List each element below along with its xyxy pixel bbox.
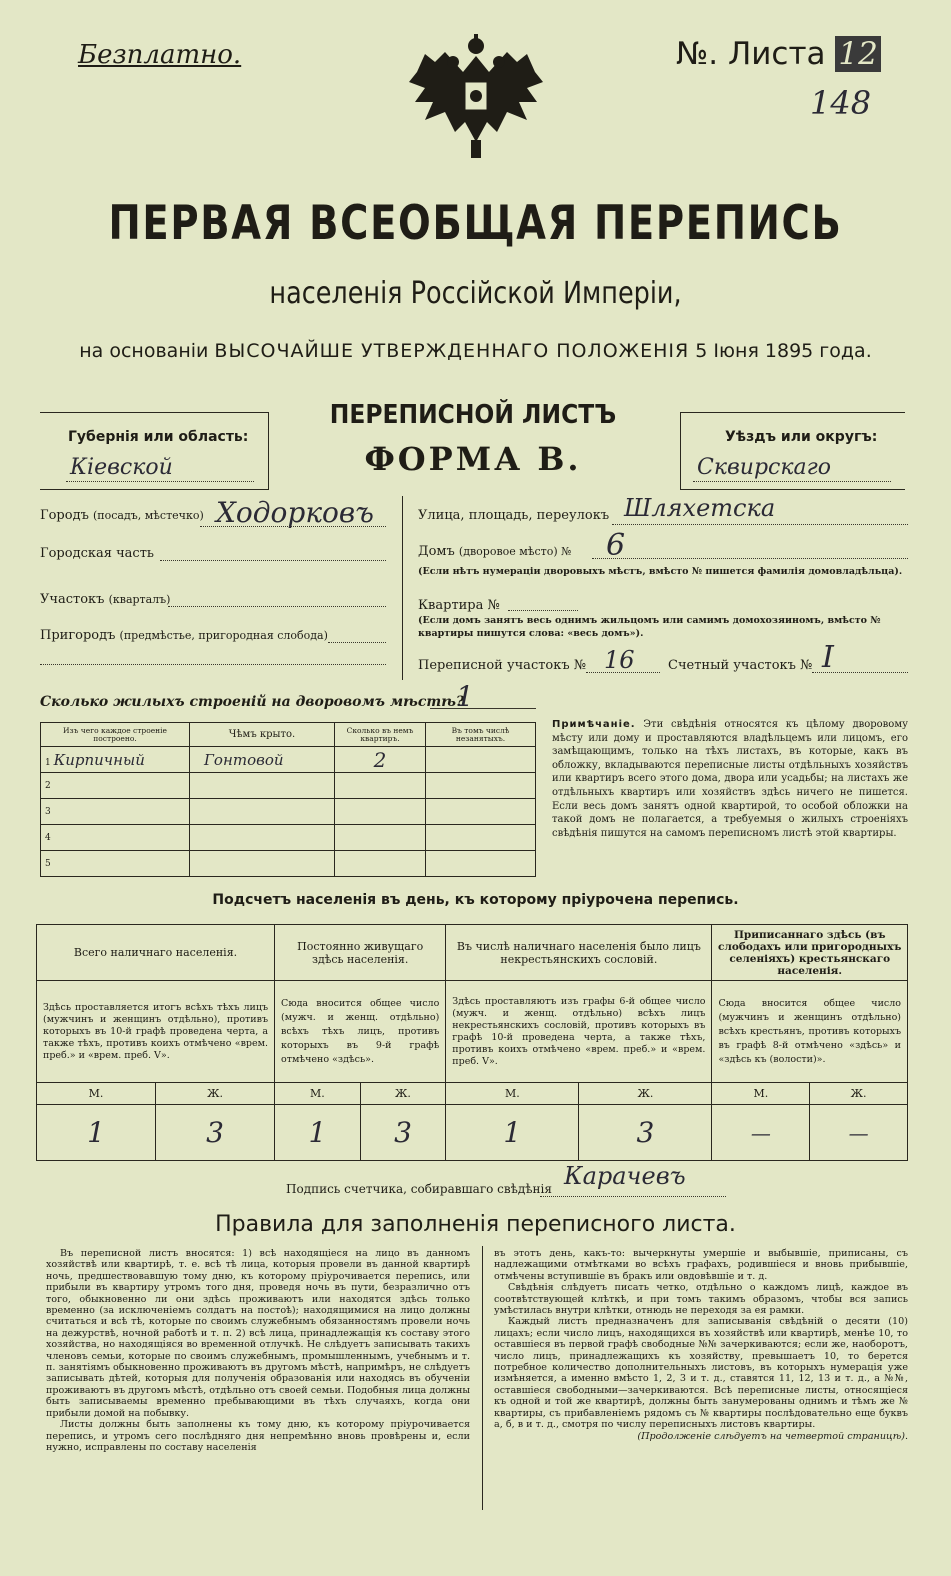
table-row: 3 bbox=[41, 799, 536, 825]
sheet-no-value: 12 bbox=[835, 36, 880, 72]
sheet-no-handwritten: 148 bbox=[810, 84, 872, 122]
rules-left-column: Въ переписной листъ вносятся: 1) всѣ находящіеся на лицо въ данномъ хозяйствѣ или квартирѣ, т. е. всѣ тѣ лица, которыя провели въ данной квартирѣ ночь, предшествовавшую тому дню, къ которому пріурочивается перепись, или прибыли въ квартиру утромъ того дня, проведя ночь въ пути, безразлично отъ того, обыкновенно ли они здѣсь проживаютъ или находятся здѣсь только временно (за исключеніемъ солдатъ на постоѣ); находящимися на лицо должны считаться и всѣ тѣ, которые по своимъ служебнымъ обязанностямъ провели ночь на дежурствѣ, ночной работѣ и т. п. 2) всѣ лица, принадлежащія къ составу этого хозяйства, но находящіяся во временной отлучкѣ. Не слѣдуетъ записывать такихъ членовъ семьи, которые по своимъ служебнымъ, промышленнымъ, учебнымъ и т. п. занятіямъ обыкновенно проживаютъ въ другомъ мѣстѣ, напримѣръ, не слѣдуетъ записывать дѣтей, которыя для полученія образованія или находясь въ обученіи проживаютъ въ другомъ мѣстѣ, отдѣльно отъ своей семьи. Подобныя лица должны быть записываемы временно пребывающими въ тѣхъ случаяхъ, когда они прибыли домой на побывку. Листы должны быть заполнены къ тому дню, къ которому пріурочивается перепись, и утромъ сего послѣдняго дня непремѣнно вновь провѣрены и, если нужно, исправлены по составу населенія bbox=[46, 1248, 470, 1453]
schet-value: I bbox=[822, 640, 834, 675]
perepis-value: 16 bbox=[604, 646, 635, 674]
buildings-table: Изъ чего каждое строеніе построено. Чѣмъ крыто. Сколько въ немъ квартиръ. Въ томъ числѣ незанятыхъ. 1 Кирпичный Гонтовой 2 2 3 4 5 bbox=[40, 722, 536, 877]
double-eagle-emblem-icon bbox=[405, 32, 547, 162]
prigorod-field: Пригородъ (предмѣстье, пригородная слобода) bbox=[40, 628, 328, 643]
page-subtitle: населенія Россійской Имперіи, bbox=[269, 276, 682, 311]
kvartira-label: Квартира № bbox=[418, 598, 500, 613]
guberniya-value: Кіевской bbox=[70, 455, 173, 480]
count-title: Подсчетъ населенія въ день, къ которому пріурочена перепись. bbox=[212, 892, 739, 908]
sheet-title: ПЕРЕПИСНОЙ ЛИСТЪ bbox=[329, 400, 617, 430]
table-row: 1 Кирпичный Гонтовой 2 bbox=[41, 747, 536, 773]
dom-value: 6 bbox=[606, 528, 626, 563]
rules-right-column: въ этотъ день, какъ-то: вычеркнуты умершіе и выбывшіе, приписаны, съ надлежащими отмѣтками во всѣхъ графахъ, родившіеся и вновь прибывшіе, отмѣчены вступившіе въ бракъ или овдовѣвшіе и т. д. Свѣдѣнія слѣдуетъ писать четко, отдѣльно о каждомъ лицѣ, каждое въ соотвѣтствующей клѣткѣ, и при томъ такимъ образомъ, чтобы вся запись умѣстилась внутри клѣтки, отнюдь не переходя за ея рамки. Каждый листъ предназначенъ для записыванія свѣдѣній о десяти (10) лицахъ; если число лицъ, находящихся въ хозяйствѣ или квартирѣ, менѣе 10, то оставшіеся въ первой графѣ свободные №№ зачеркиваются; если же, наоборотъ, число лицъ, принадлежащихъ къ хозяйству, превышаетъ 10, то берется потребное количество дополнительныхъ листовъ, въ которыхъ нумерація уже измѣняется, а именно вмѣсто 1, 2, 3 и т. д., ставятся 11, 12, 13 и т. д., а №№, оставшіеся свободными—зачеркиваются. Всѣ переписные листы, относящіеся къ одной и той же квартирѣ, должны быть занумерованы однимъ и тѣмъ же № квартиры, съ прибавленіемъ рядомъ съ № квартиры послѣдовательно еще буквъ а, б, в и т. д., смотря по числу переписныхъ листовъ квартиры. (Продолженіе слѣдуетъ на четвертой страницѣ). bbox=[494, 1248, 908, 1442]
ulitsa-label: Улица, площадь, переулокъ bbox=[418, 508, 610, 523]
page-title: ПЕРВАЯ ВСЕОБЩАЯ ПЕРЕПИСЬ bbox=[108, 196, 843, 251]
dom-note: (Если нѣтъ нумераціи дворовыхъ мѣстъ, вмѣсто № пишется фамилія домовладѣльца). bbox=[418, 566, 903, 577]
rules-title: Правила для заполненія переписного листа. bbox=[215, 1212, 736, 1237]
basis-line: на основаніи ВЫСОЧАЙШЕ УТВЕРЖДЕННАГО ПОЛОЖЕНІЯ 5 Іюня 1895 года. bbox=[79, 340, 872, 362]
table-row: 5 bbox=[41, 851, 536, 877]
buildings-note: Примѣчаніе. Эти свѣдѣнія относятся къ цѣлому дворовому мѣсту или дому и проставляются владѣльцемъ или лицомъ, его замѣщающимъ, только на тѣхъ листахъ, въ которые, какъ въ обложку, вкладываются переписные листы отдѣльныхъ хозяйствъ или квартиръ всего этого дома, двора или усадьбы; на листахъ же отдѣльныхъ квартиръ или хозяйствъ здѣсь ничего не пишется. Если весь домъ занятъ одной квартирой, то особой обложки на такой домъ не полагается, а требуемыя о жилыхъ строеніяхъ свѣдѣнія пишутся на самомъ переписномъ листѣ этой квартиры. bbox=[552, 719, 908, 839]
uezd-value: Сквирскаго bbox=[697, 455, 831, 480]
uezd-box: Уѣздъ или округъ: Сквирскаго bbox=[680, 412, 905, 490]
free-label: Безплатно. bbox=[78, 40, 242, 70]
chast-label: Городская часть bbox=[40, 546, 154, 561]
buildings-answer: 1 bbox=[456, 680, 474, 713]
schet-label: Счетный участокъ № bbox=[668, 658, 813, 673]
form-name: ФОРМА В. bbox=[364, 440, 582, 478]
gorod-value: Ходорковъ bbox=[216, 496, 374, 529]
buildings-question: Сколько жилыхъ строеній на дворовомъ мѣстѣ? bbox=[40, 694, 465, 710]
table-row: 4 bbox=[41, 825, 536, 851]
gorod-field: Городъ (посадъ, мѣстечко) bbox=[40, 508, 204, 523]
continued-note: (Продолженіе слѣдуетъ на четвертой страницѣ). bbox=[637, 1430, 908, 1442]
sheet-no-label: №. Листа bbox=[676, 36, 826, 72]
kvartira-note: (Если домъ занятъ весь однимъ жильцомъ или самимъ домохозяиномъ, вмѣсто № квартиры пишутся слова: «весь домъ»). bbox=[418, 615, 881, 639]
population-count-table: Всего наличнаго населенія. Постоянно живущаго здѣсь населенія. Въ числѣ наличнаго населенія было лицъ некрестьянскихъ сословій. Приписаннаго здѣсь (въ слободахъ или пригородныхъ селеніяхъ) крестьянскаго населенія. Здѣсь проставляется итогъ всѣхъ тѣхъ лицъ (мужчинъ и женщинъ отдѣльно), противъ которыхъ въ 10-й графѣ проведена черта, а также тѣхъ, противъ коихъ отмѣчено «врем. преб.» и «врем. преб. V». Сюда вносится общее число (мужч. и женщ. отдѣльно) всѣхъ тѣхъ лицъ, противъ которыхъ въ 9-й графѣ отмѣчено «здѣсь». Здѣсь проставляютъ изъ графы 6-й общее число (мужч. и женщ. отдѣльно) всѣхъ лицъ некрестьянскихъ сословій, противъ которыхъ въ графѣ 10-й проведена черта, а также тѣхъ, противъ коихъ отмѣчено «врем. преб.» и «врем. преб. V». Сюда вносится общее число (мужчинъ и женщинъ отдѣльно) всѣхъ крестьянъ, противъ которыхъ въ графѣ 8-й отмѣчено «здѣсь» и «здѣсь къ (волости)». М. Ж. М. Ж. М. Ж. М. Ж. 1 3 1 3 1 3 — — bbox=[36, 924, 908, 1161]
table-row: 2 bbox=[41, 773, 536, 799]
perepis-label: Переписной участокъ № bbox=[418, 658, 587, 673]
signature-label: Подпись счетчика, собиравшаго свѣдѣнія bbox=[286, 1182, 552, 1196]
uchastok-field: Участокъ (кварталъ) bbox=[40, 592, 171, 607]
signature-value: Карачевъ bbox=[564, 1162, 686, 1190]
dom-field: Домъ (дворовое мѣсто) № bbox=[418, 544, 572, 559]
guberniya-box: Губернія или область: Кіевской bbox=[40, 412, 269, 490]
ulitsa-value: Шляхетска bbox=[624, 494, 776, 522]
